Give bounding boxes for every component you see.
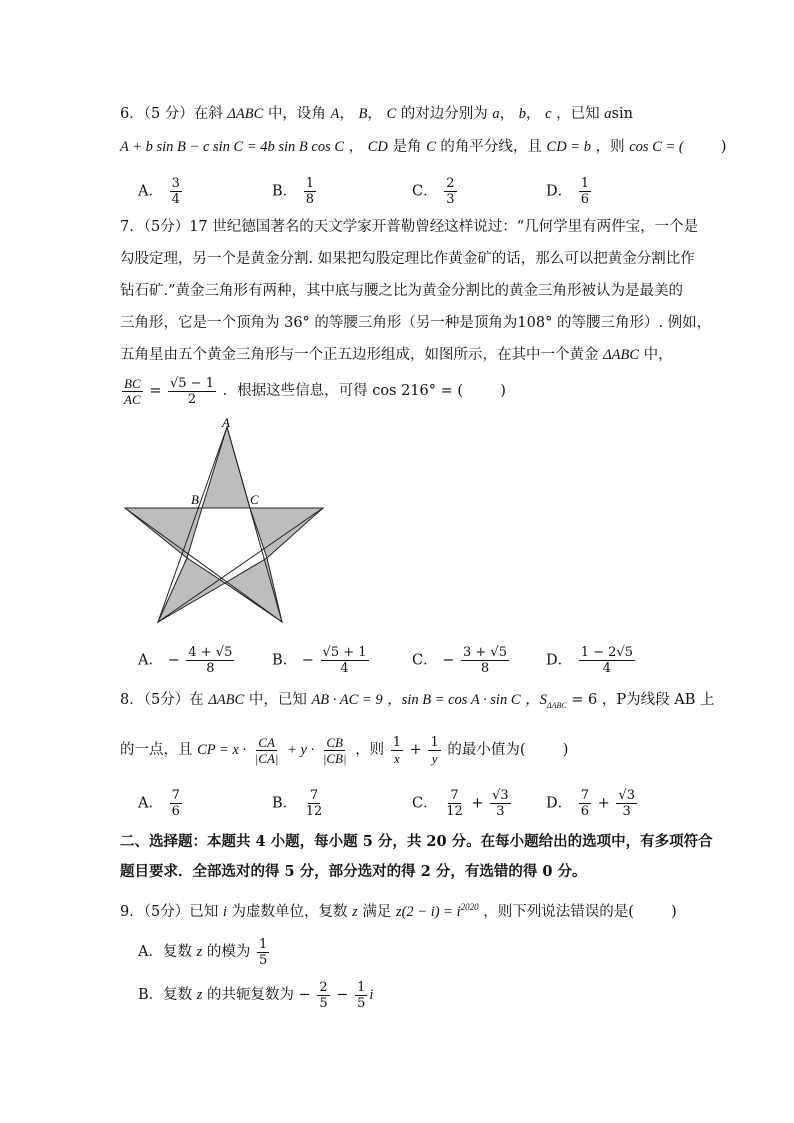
q6-opt-b-label: B． [272,183,298,200]
q6-opt-b-num: 1 [305,176,315,191]
q7-ask-close: ) [500,383,506,399]
q7-opt-b-sign: − [301,652,314,669]
q7-opt-a-den: 8 [206,661,215,676]
q6-option-a[interactable] [138,176,184,207]
q7-triangle: ΔABC [603,347,640,363]
q6-opt-d-den: 6 [580,192,590,207]
q7-option-d[interactable] [546,645,637,676]
q7-line6: $\frac{BC}{AC}$ = $\frac{√5 - 1}{2}$ ．根据这些信息，可得 cos 216° = ( ) [124,375,506,407]
q6-side-a: a [492,106,500,122]
q7-opt-c-num: 3 + √5 [462,645,507,660]
section2-line2: 题目要求．全部选对的得 5 分，部分选对的得 2 分，有选错的得 0 分。 [120,863,587,880]
q8-line1 [120,690,715,716]
q8-opt-d-label: D． [546,795,573,812]
q6-opt-b-den: 8 [305,192,315,207]
q6-eq-end: ， [348,139,364,155]
q9-close: ) [671,903,677,920]
q9-line1 [120,897,677,922]
q9-option-a[interactable] [138,935,271,969]
q7-opt-a-sign: − [167,652,180,669]
q8-option-b[interactable] [272,788,326,819]
q9-opt-b-z: z [196,987,203,1003]
q7-option-c[interactable] [412,645,511,676]
q7-ratio-rnum: √5 − 1 [170,375,214,391]
q6-cd-eq: CD = b [546,139,591,155]
q9-opt-b-sign: − [298,987,311,1003]
q8-p-text: ，P为线段 AB 上 [601,692,715,708]
q6-opt-c-den: 3 [446,192,455,207]
q8-opt-c-extra-den: 3 [496,804,505,819]
label-b: B [191,492,199,507]
label-c: C [250,492,259,507]
q8-vector-dot: AB · AC = 9 [311,692,383,708]
q8-opt-a-num: 7 [171,788,180,803]
q6-angle-c: C [386,106,397,122]
q8-opt-d-extra-den: 3 [622,804,631,819]
q8-opt-a-den: 6 [171,804,180,819]
q8-min-close: ) [562,742,569,758]
q6-given: ，已知 [556,106,600,122]
q9-exp: 2020 [460,902,479,912]
q7-line2: 勾股定理，另一个是黄金分割. 如果把勾股定理比作黄金矿的话，那么可以把黄金分割比作 [120,251,695,267]
q7-opt-c-den: 8 [480,661,490,676]
q8-cb-den: |CB| [322,750,347,766]
q8-ca-den: |CA| [254,750,279,766]
q6-angle-b: B [358,106,368,122]
q8-one-x-num: 1 [392,734,402,750]
q8-cond2: ，sin B = cos A · sin C [387,692,521,708]
q6-mid1: 中，设角 [267,106,326,122]
q6-opt-a-num: 3 [171,176,180,191]
q6-mid2: 的对边分别为 [400,106,488,122]
q8-then: ，则 [355,742,385,758]
q8-option-d[interactable]: D． $\frac{7}{6}$ + $\frac{√3}{3}$ [546,788,635,819]
q8-line2a: 的一点，且 [120,742,193,758]
q8-opt-d-extra-num: √3 [618,788,635,803]
q6-cd: CD [367,139,388,155]
q7-ask: ．根据这些信息，可得 cos 216° = ( [222,383,464,399]
q7-line5a: 五角星由五个黄金三角形与一个正五边形组成，如图所示，在其中一个黄金 [120,347,599,363]
q8-opt-d-den: 6 [580,804,590,819]
q7-opt-b-num: √5 + 1 [322,645,367,660]
q6-opt-a-den: 4 [171,192,180,207]
q6-cd-end: 的角平分线，且 [440,139,542,155]
q7-opt-a-label: A． [138,652,163,669]
q8-min-text: 的最小值为( [447,742,526,758]
q7-opt-b-den: 4 [340,661,349,676]
q7-line4: 三角形，它是一个顶角为 36° 的等腰三角形（另一种是顶角为108° 的等腰三角形）. 例如， [120,315,712,331]
q8-opt-d-num: 7 [580,788,590,803]
q8-area-end: = 6 [571,692,598,708]
q9-tail: ，则下列说法错误的是( [483,903,634,920]
q7-opt-d-label: D． [546,652,573,669]
q7-opt-b-label: B． [272,652,298,669]
q8-option-a[interactable] [138,788,184,819]
q7-option-a[interactable] [138,645,236,676]
q7-opt-d-den: 4 [602,661,612,676]
q7-opt-c-label: C． [412,652,438,669]
q9-head: 9．（5分）已知 [120,903,219,920]
q6-line1: 6．（5 分）在斜 ΔABC 中，设角 A， B， C 的对边分别为 a， b， c ，已知 asin [120,106,633,122]
q8-one-y-num: 1 [430,734,439,750]
q8-plus-y: + y · [287,742,315,758]
q7-ratio-num: BC [124,375,141,391]
q8-opt-c-num: 7 [450,788,459,803]
q6-opt-a-label: A． [138,183,163,200]
q9-option-b[interactable] [138,978,373,1012]
q8-opt-b-den: 12 [305,804,323,819]
q6-cd-mid: 是角 [392,139,422,155]
shaded-left-triangle [125,508,202,558]
q9-opt-b-sign2: − [336,987,349,1003]
q6-triangle: ΔABC [227,106,264,122]
q6-side-c: c [545,106,552,122]
q8-mid: 中，已知 [248,692,307,708]
q6-ask-close: ) [720,139,727,155]
q8-area: ，S [525,692,547,708]
q6-ask: ，则 [595,139,625,155]
q9-opt-a-num: 1 [258,936,268,952]
q9-opt-a-z: z [196,944,203,960]
q7-opt-c-sign: − [442,652,455,669]
q9-opt-a-label: A．复数 [138,944,192,960]
q7-line1: 7．（5分）17 世纪德国著名的天文学家开普勒曾经这样说过：“几何学里有两件宝，一个是 [120,219,699,235]
q8-opt-c-extra-num: √3 [492,788,509,803]
shaded-bottom-left-triangle [158,558,225,622]
q7-ratio-rden: 2 [187,391,197,407]
q6-option-b[interactable] [272,176,318,207]
q6-option-d[interactable] [546,176,593,207]
q6-cd-c: C [426,139,436,155]
q9-opt-b-n2: 1 [357,979,366,995]
q8-cp: CP = x · [197,742,247,758]
q8-area-sub: ΔABC [546,700,567,710]
q9-opt-b-d2: 5 [357,995,366,1011]
q9-mid1: 为虚数单位，复数 [231,903,348,920]
q6-equation: A + b sin B − c sin C = 4b sin B cos C [120,139,345,155]
shaded-top-triangle [202,427,250,508]
q9-mid2: 满足 [362,903,392,920]
q6-option-c[interactable] [412,176,459,207]
q9-opt-b-label: B．复数 [138,987,193,1003]
q6-opt-d-label: D． [546,183,573,200]
q8-ca-num: CA [258,734,275,750]
q7-line3: 钻石矿.”黄金三角形有两种，其中底与腰之比为黄金分割比的黄金三角形被认为是最美的 [120,283,684,299]
q9-opt-b-i: i [369,987,374,1003]
q9-i: i [222,903,227,920]
section2-line1: 二、选择题：本题共 4 小题，每小题 5 分，共 20 分。在每小题给出的选项中，有多项符合 [120,833,713,850]
q6-opt-d-num: 1 [580,176,590,191]
q6-opt-c-num: 2 [446,176,455,191]
q8-opt-a-label: A． [138,795,163,812]
q8-triangle: ΔABC [208,692,245,708]
q9-opt-b-n1: 2 [319,979,328,995]
q8-opt-b-label: B． [272,795,298,812]
q6-ask-expr: cos C = ( [629,139,684,155]
q9-opt-a-text: 的模为 [206,944,251,960]
q8-opt-b-num: 7 [309,788,319,803]
q6-angle-a: A [330,106,340,122]
q8-x-den: x [394,750,400,766]
q8-opt-c-label: C． [412,795,438,812]
q7-option-b[interactable] [272,645,371,676]
q8-opt-c-den: 12 [446,804,463,819]
q9-opt-b-d1: 5 [319,995,328,1011]
q7-opt-a-num: 4 + √5 [188,645,233,660]
q9-eq: z(2 − i) = i [395,903,461,920]
q9-opt-a-den: 5 [258,952,268,968]
q6-opt-c-label: C． [412,183,438,200]
q6-line2 [120,137,727,157]
q8-y-den: y [431,750,438,766]
q7-ratio-den: AC [124,391,141,407]
q8-plus: + [409,742,422,758]
q7-line5 [120,345,673,365]
q6-head: 6．（5 分）在斜 [120,106,223,122]
label-a: A [222,415,230,430]
q8-option-c[interactable]: C． $\frac{7}{12}$ + $\frac{√3}{3}$ [412,788,509,819]
q8-cb-num: CB [326,734,343,750]
q8-head: 8．（5分）在 [120,692,204,708]
q7-opt-d-num: 1 − 2√5 [580,645,634,660]
q6-side-b: b [518,106,526,122]
q8-line2 [120,733,568,767]
q7-line5c: 中， [643,347,673,363]
pentagram-figure [120,415,330,655]
q9-opt-b-text: 的共轭复数为 [207,987,295,1003]
q9-z: z [352,903,358,920]
